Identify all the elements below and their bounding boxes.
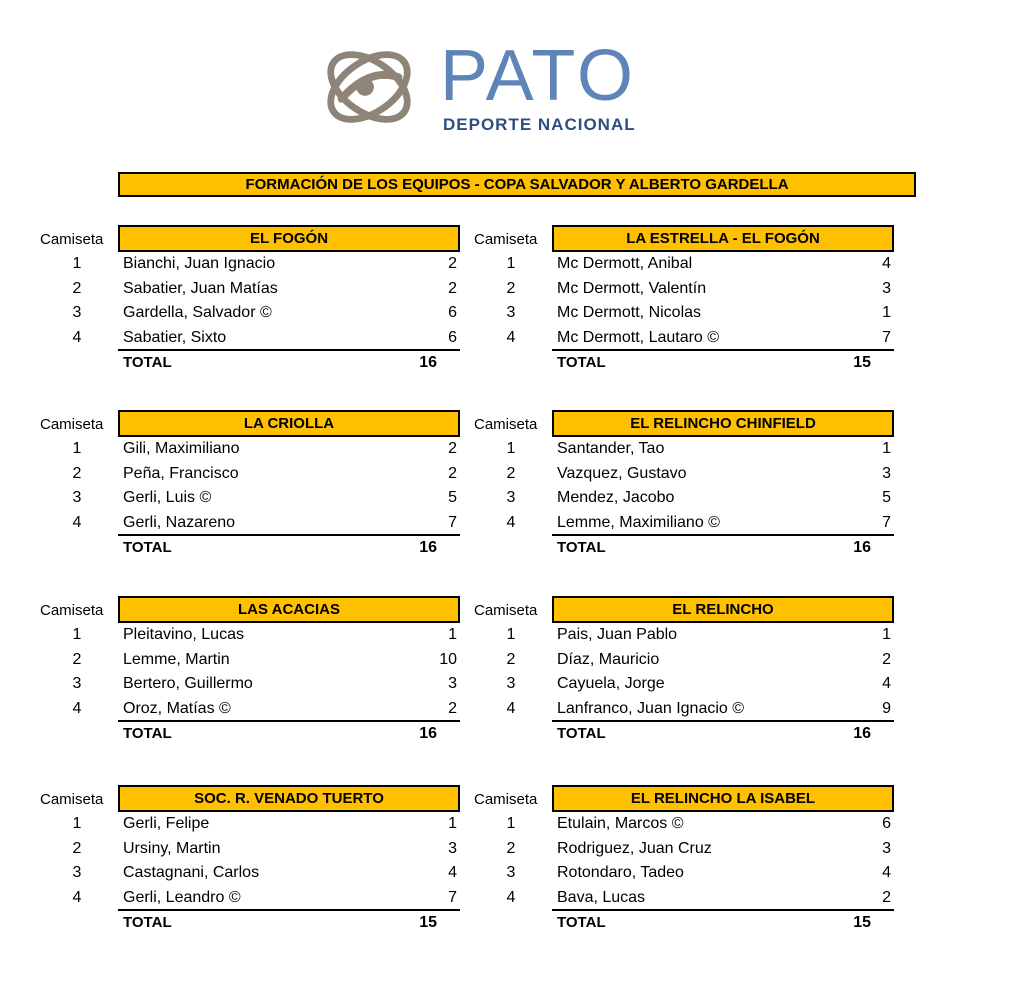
- camiseta-label: Camiseta: [40, 602, 104, 619]
- team-name: SOC. R. VENADO TUERTO: [118, 785, 460, 812]
- camiseta-label: Camiseta: [474, 602, 538, 619]
- player-name: Ursiny, Martin: [123, 839, 221, 857]
- camiseta-label: Camiseta: [474, 231, 538, 248]
- player-handicap: 2: [448, 699, 457, 717]
- shirt-number: 1: [506, 626, 516, 643]
- player-handicap: 7: [882, 328, 891, 346]
- camiseta-label: Camiseta: [40, 791, 104, 808]
- team-name: EL RELINCHO LA ISABEL: [552, 785, 894, 812]
- shirt-number: 1: [72, 440, 82, 457]
- player-row: [474, 886, 894, 910]
- player-handicap: 7: [882, 513, 891, 531]
- total-label: TOTAL: [123, 914, 172, 931]
- shirt-number: 4: [72, 513, 82, 531]
- player-row: [40, 326, 460, 350]
- player-name: Pleitavino, Lucas: [123, 626, 244, 643]
- player-name: Pais, Juan Pablo: [557, 626, 678, 643]
- player-handicap: 1: [448, 815, 457, 832]
- player-row: [474, 648, 894, 672]
- shirt-number: 3: [506, 864, 516, 881]
- player-name: Gerli, Luis ©: [123, 489, 212, 506]
- player-handicap: 3: [448, 839, 457, 857]
- player-name: Bianchi, Juan Ignacio: [123, 255, 276, 272]
- player-row: [40, 648, 460, 672]
- camiseta-label: Camiseta: [40, 231, 104, 248]
- player-handicap: 6: [448, 328, 457, 346]
- shirt-number: 2: [72, 839, 82, 857]
- total-value: 16: [419, 725, 437, 742]
- shirt-number: 2: [72, 650, 82, 668]
- total-value: 16: [419, 539, 437, 556]
- shirt-number: 2: [72, 279, 82, 297]
- player-handicap: 6: [448, 304, 457, 321]
- camiseta-label: Camiseta: [40, 416, 104, 433]
- player-name: Bava, Lucas: [557, 888, 646, 906]
- shirt-number: 1: [72, 626, 82, 643]
- logo-wordmark: PATO: [440, 36, 637, 116]
- total-divider: [118, 349, 460, 351]
- player-name: Bertero, Guillermo: [123, 675, 253, 692]
- player-row: [474, 623, 894, 647]
- player-row: [40, 277, 460, 301]
- player-row: [474, 672, 894, 696]
- team-name: LA CRIOLLA: [118, 410, 460, 437]
- player-name: Oroz, Matías ©: [123, 699, 231, 717]
- player-handicap: 9: [882, 699, 891, 717]
- total-value: 15: [419, 914, 437, 931]
- total-divider: [118, 909, 460, 911]
- player-row: [474, 326, 894, 350]
- player-handicap: 5: [448, 489, 457, 506]
- shirt-number: 1: [72, 255, 82, 272]
- document-title: FORMACIÓN DE LOS EQUIPOS - COPA SALVADOR Y ALBERTO GARDELLA: [118, 172, 916, 197]
- total-divider: [118, 534, 460, 536]
- player-name: Lanfranco, Juan Ignacio ©: [557, 699, 745, 717]
- player-name: Mc Dermott, Lautaro ©: [557, 328, 720, 346]
- player-name: Lemme, Maximiliano ©: [557, 513, 720, 531]
- player-handicap: 2: [882, 650, 891, 668]
- team-name: LAS ACACIAS: [118, 596, 460, 623]
- team-name: EL RELINCHO CHINFIELD: [552, 410, 894, 437]
- total-divider: [552, 909, 894, 911]
- total-label: TOTAL: [123, 354, 172, 371]
- player-handicap: 4: [882, 675, 891, 692]
- player-handicap: 3: [448, 675, 457, 692]
- player-name: Gerli, Felipe: [123, 815, 210, 832]
- shirt-number: 3: [506, 489, 516, 506]
- total-label: TOTAL: [557, 914, 606, 931]
- shirt-number: 4: [506, 513, 516, 531]
- player-row: [40, 886, 460, 910]
- total-label: TOTAL: [557, 354, 606, 371]
- player-name: Lemme, Martin: [123, 650, 230, 668]
- player-handicap: 1: [882, 304, 891, 321]
- shirt-number: 1: [506, 440, 516, 457]
- player-row: [474, 277, 894, 301]
- player-row: [40, 301, 460, 325]
- player-name: Gerli, Nazareno: [123, 513, 236, 531]
- player-handicap: 7: [448, 888, 457, 906]
- player-name: Rodriguez, Juan Cruz: [557, 839, 712, 857]
- player-name: Santander, Tao: [557, 440, 665, 457]
- total-value: 15: [853, 354, 871, 371]
- shirt-number: 3: [72, 675, 82, 692]
- player-name: Sabatier, Sixto: [123, 328, 227, 346]
- player-name: Gerli, Leandro ©: [123, 888, 241, 906]
- player-handicap: 4: [882, 255, 891, 272]
- player-name: Gili, Maximiliano: [123, 440, 240, 457]
- total-label: TOTAL: [557, 539, 606, 556]
- player-name: Gardella, Salvador ©: [123, 304, 272, 321]
- player-row: [40, 697, 460, 721]
- player-handicap: 10: [439, 650, 457, 668]
- player-row: [474, 697, 894, 721]
- player-handicap: 4: [882, 864, 891, 881]
- player-handicap: 4: [448, 864, 457, 881]
- player-row: [40, 252, 460, 276]
- player-row: [474, 511, 894, 535]
- player-handicap: 1: [448, 626, 457, 643]
- shirt-number: 3: [506, 304, 516, 321]
- shirt-number: 4: [72, 328, 82, 346]
- shirt-number: 4: [506, 328, 516, 346]
- shirt-number: 4: [506, 699, 516, 717]
- player-handicap: 3: [882, 464, 891, 482]
- player-row: [474, 861, 894, 885]
- player-handicap: 7: [448, 513, 457, 531]
- player-row: [40, 486, 460, 510]
- player-row: [40, 437, 460, 461]
- player-row: [40, 837, 460, 861]
- player-handicap: 2: [448, 464, 457, 482]
- player-handicap: 5: [882, 489, 891, 506]
- player-name: Mendez, Jacobo: [557, 489, 675, 506]
- player-row: [474, 486, 894, 510]
- player-row: [40, 623, 460, 647]
- camiseta-label: Camiseta: [474, 791, 538, 808]
- player-row: [474, 252, 894, 276]
- shirt-number: 2: [72, 464, 82, 482]
- player-name: Vazquez, Gustavo: [557, 464, 687, 482]
- player-handicap: 1: [882, 626, 891, 643]
- shirt-number: 4: [506, 888, 516, 906]
- player-name: Sabatier, Juan Matías: [123, 279, 278, 297]
- player-row: [40, 812, 460, 836]
- player-handicap: 6: [882, 815, 891, 832]
- total-divider: [552, 720, 894, 722]
- shirt-number: 3: [72, 489, 82, 506]
- shirt-number: 4: [72, 888, 82, 906]
- shirt-number: 3: [72, 304, 82, 321]
- player-name: Cayuela, Jorge: [557, 675, 665, 692]
- player-handicap: 3: [882, 279, 891, 297]
- total-label: TOTAL: [557, 725, 606, 742]
- total-value: 16: [853, 539, 871, 556]
- player-name: Castagnani, Carlos: [123, 864, 260, 881]
- shirt-number: 3: [506, 675, 516, 692]
- shirt-number: 2: [506, 279, 516, 297]
- player-handicap: 2: [448, 440, 457, 457]
- player-row: [40, 672, 460, 696]
- total-value: 16: [853, 725, 871, 742]
- total-divider: [552, 534, 894, 536]
- player-name: Etulain, Marcos ©: [557, 815, 684, 832]
- player-row: [474, 301, 894, 325]
- player-handicap: 2: [448, 279, 457, 297]
- shirt-number: 4: [72, 699, 82, 717]
- player-handicap: 1: [882, 440, 891, 457]
- shirt-number: 2: [506, 464, 516, 482]
- player-name: Mc Dermott, Valentín: [557, 279, 707, 297]
- player-row: [40, 511, 460, 535]
- player-row: [474, 437, 894, 461]
- player-name: Rotondaro, Tadeo: [557, 864, 684, 881]
- total-value: 16: [419, 354, 437, 371]
- shirt-number: 1: [506, 255, 516, 272]
- logo-subtitle: DEPORTE NACIONAL: [443, 115, 636, 134]
- player-row: [40, 861, 460, 885]
- team-name: EL RELINCHO: [552, 596, 894, 623]
- player-row: [40, 462, 460, 486]
- player-row: [474, 837, 894, 861]
- player-name: Díaz, Mauricio: [557, 650, 660, 668]
- total-value: 15: [853, 914, 871, 931]
- player-handicap: 2: [448, 255, 457, 272]
- team-name: EL FOGÓN: [118, 225, 460, 252]
- team-name: LA ESTRELLA - EL FOGÓN: [552, 225, 894, 252]
- player-handicap: 3: [882, 839, 891, 857]
- camiseta-label: Camiseta: [474, 416, 538, 433]
- total-label: TOTAL: [123, 725, 172, 742]
- shirt-number: 1: [506, 815, 516, 832]
- shirt-number: 2: [506, 839, 516, 857]
- player-row: [474, 812, 894, 836]
- player-handicap: 2: [882, 888, 891, 906]
- shirt-number: 3: [72, 864, 82, 881]
- player-row: [474, 462, 894, 486]
- player-name: Mc Dermott, Nicolas: [557, 304, 702, 321]
- total-label: TOTAL: [123, 539, 172, 556]
- logo-emblem-icon: [320, 38, 418, 136]
- shirt-number: 1: [72, 815, 82, 832]
- total-divider: [552, 349, 894, 351]
- player-name: Mc Dermott, Anibal: [557, 255, 693, 272]
- pato-logo: [320, 38, 680, 138]
- total-divider: [118, 720, 460, 722]
- shirt-number: 2: [506, 650, 516, 668]
- player-name: Peña, Francisco: [123, 464, 239, 482]
